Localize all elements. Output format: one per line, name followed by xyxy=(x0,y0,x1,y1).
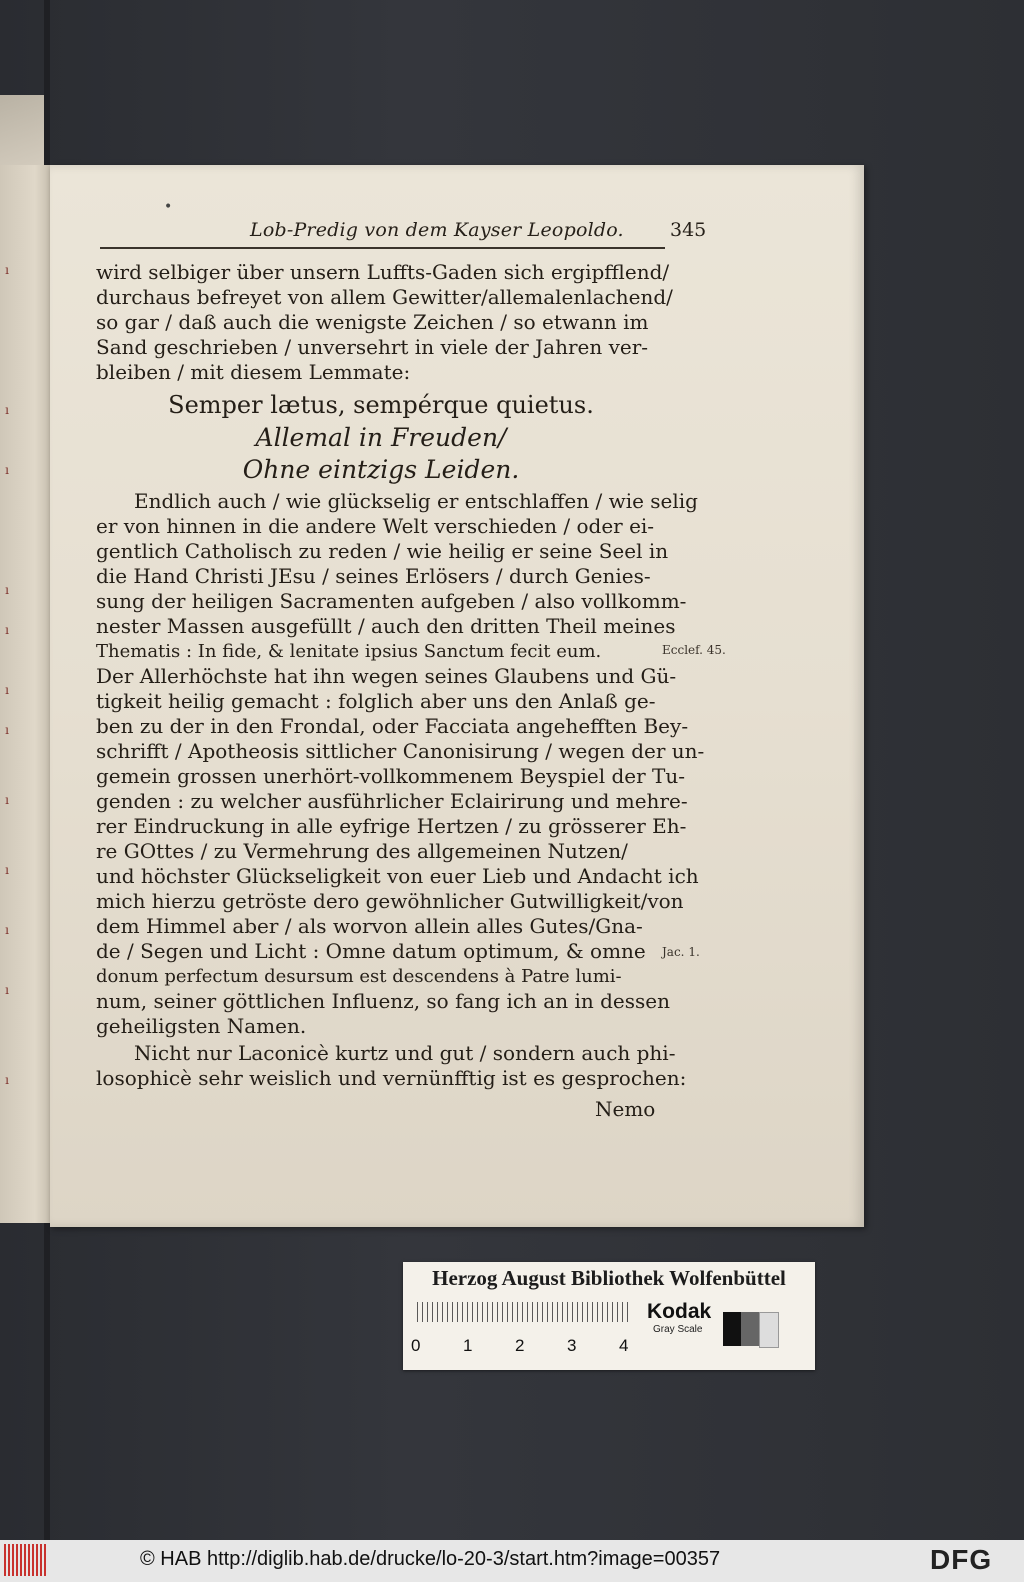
paragraph-line: Der Allerhöchste hat ihn wegen seines Glaubens und Gü- xyxy=(96,664,677,688)
paragraph-line: donum perfectum desursum est descendens à Patre lumi- xyxy=(96,966,622,987)
paragraph-line: gemein grossen unerhört-vollkommenem Beyspiel der Tu- xyxy=(96,764,686,788)
left-page-fragment-mark: ı xyxy=(5,1073,9,1087)
ruler-scale xyxy=(417,1302,632,1322)
motto-latin: Semper lætus, sempérque quietus. xyxy=(168,391,594,419)
kodak-logo: Kodak xyxy=(647,1300,712,1323)
margin-note-jac: Jac. 1. xyxy=(662,945,700,959)
paragraph-line: dem Himmel aber / als worvon allein alles Gutes/Gna- xyxy=(96,914,643,938)
paragraph-line: tigkeit heilig gemacht : folglich aber uns den Anlaß ge- xyxy=(96,689,656,713)
running-head-title: Lob-Predig von dem Kayser Leopoldo. xyxy=(250,219,624,241)
page-number: 345 xyxy=(670,219,707,241)
paragraph-line: nester Massen ausgefüllt / auch den dritten Theil meines xyxy=(96,614,676,638)
paragraph-line: ben zu der in den Frondal, oder Facciata angehefften Bey- xyxy=(96,714,689,738)
book-page xyxy=(50,165,864,1227)
paragraph-line: num, seiner göttlichen Influenz, so fang ich an in dessen xyxy=(96,989,670,1013)
paragraph-line: Nicht nur Laconicè kurtz und gut / sondern auch phi- xyxy=(134,1041,676,1065)
text-line: Sand geschrieben / unversehrt in viele der Jahren ver- xyxy=(96,335,649,359)
motto-german-line-1: Allemal in Freuden/ xyxy=(255,423,507,452)
motto-german-line-2: Ohne eintzigs Leiden. xyxy=(242,455,520,484)
ruler-tick-label: 0 xyxy=(411,1336,421,1355)
left-page-edge xyxy=(0,165,50,1223)
color-scale-card xyxy=(403,1262,815,1370)
ruler-tick-label: 1 xyxy=(463,1336,473,1355)
barcode-icon xyxy=(4,1544,48,1576)
catchword: Nemo xyxy=(595,1097,656,1121)
paragraph-line: de / Segen und Licht : Omne datum optimum, & omne xyxy=(96,939,646,963)
paragraph-line: die Hand Christi JEsu / seines Erlösers / durch Genies- xyxy=(96,564,651,588)
ruler-tick-label: 4 xyxy=(619,1336,629,1355)
viewer-footer xyxy=(0,1540,1024,1582)
paragraph-line: mich hierzu getröste dero gewöhnlicher Gutwilligkeit/von xyxy=(96,889,684,913)
paragraph-line: Endlich auch / wie glückselig er entschlaffen / wie selig xyxy=(134,489,698,513)
left-page-fragment-mark: ı xyxy=(5,403,9,417)
margin-note-eccles: Ecclef. 45. xyxy=(662,643,726,657)
head-rule xyxy=(100,247,665,249)
left-page-fragment-mark: ı xyxy=(5,463,9,477)
left-page-fragment-mark: ı xyxy=(5,583,9,597)
ruler-tick-label: 2 xyxy=(515,1336,525,1355)
left-page-fragment-mark: ı xyxy=(5,623,9,637)
paragraph-line: geheiligsten Namen. xyxy=(96,1014,307,1038)
left-page-fragment-mark: ı xyxy=(5,983,9,997)
text-line: bleiben / mit diesem Lemmate: xyxy=(96,360,411,384)
ornament-mark: • xyxy=(164,199,173,215)
paragraph-line: Thematis : In fide, & lenitate ipsius Sanctum fecit eum. xyxy=(96,641,602,662)
dfg-logo: DFG xyxy=(930,1544,993,1575)
institution-label: Herzog August Bibliothek Wolfenbüttel xyxy=(432,1266,786,1290)
paragraph-line: sung der heiligen Sacramenten aufgeben / also vollkomm- xyxy=(96,589,687,613)
paragraph-line: schrifft / Apotheosis sittlicher Canonisirung / wegen der un- xyxy=(96,739,705,763)
text-line: wird selbiger über unsern Luffts-Gaden sich ergipfflend/ xyxy=(96,260,670,284)
text-line: durchaus befreyet von allem Gewitter/allemalenlachend/ xyxy=(96,285,673,309)
left-page-fragment-mark: ı xyxy=(5,793,9,807)
gray-swatch-light xyxy=(759,1312,779,1348)
paragraph-line: er von hinnen in die andere Welt verschieden / oder ei- xyxy=(96,514,655,538)
left-page-fragment-mark: ı xyxy=(5,863,9,877)
source-link[interactable]: © HAB http://diglib.hab.de/drucke/lo-20-3/start.htm?image=00357 xyxy=(140,1548,721,1570)
ruler-tick-label: 3 xyxy=(567,1336,577,1355)
running-head xyxy=(170,217,707,249)
gray-swatch-dark xyxy=(723,1312,741,1346)
text-line: so gar / daß auch die wenigste Zeichen / so etwann im xyxy=(96,310,649,334)
left-page-fragment-mark: ı xyxy=(5,683,9,697)
paragraph-line: genden : zu welcher ausführlicher Eclairirung und mehre- xyxy=(96,789,688,813)
paragraph-line: gentlich Catholisch zu reden / wie heilig er seine Seel in xyxy=(96,539,669,563)
paragraph-line: und höchster Glückseligkeit von euer Lieb und Andacht ich xyxy=(96,864,699,888)
paragraph-line: rer Eindruckung in alle eyfrige Hertzen / zu grösserer Eh- xyxy=(96,814,687,838)
left-page-fragment-mark: ı xyxy=(5,923,9,937)
paragraph-line: re GOttes / zu Vermehrung des allgemeinen Nutzen/ xyxy=(96,839,628,863)
left-page-fragment-mark: ı xyxy=(5,263,9,277)
gray-scale-label: Gray Scale xyxy=(653,1324,703,1335)
paragraph-line: losophicè sehr weislich und vernünfftig ist es gesprochen: xyxy=(96,1066,687,1090)
left-page-fragment-mark: ı xyxy=(5,723,9,737)
gray-swatch-mid xyxy=(741,1312,759,1346)
